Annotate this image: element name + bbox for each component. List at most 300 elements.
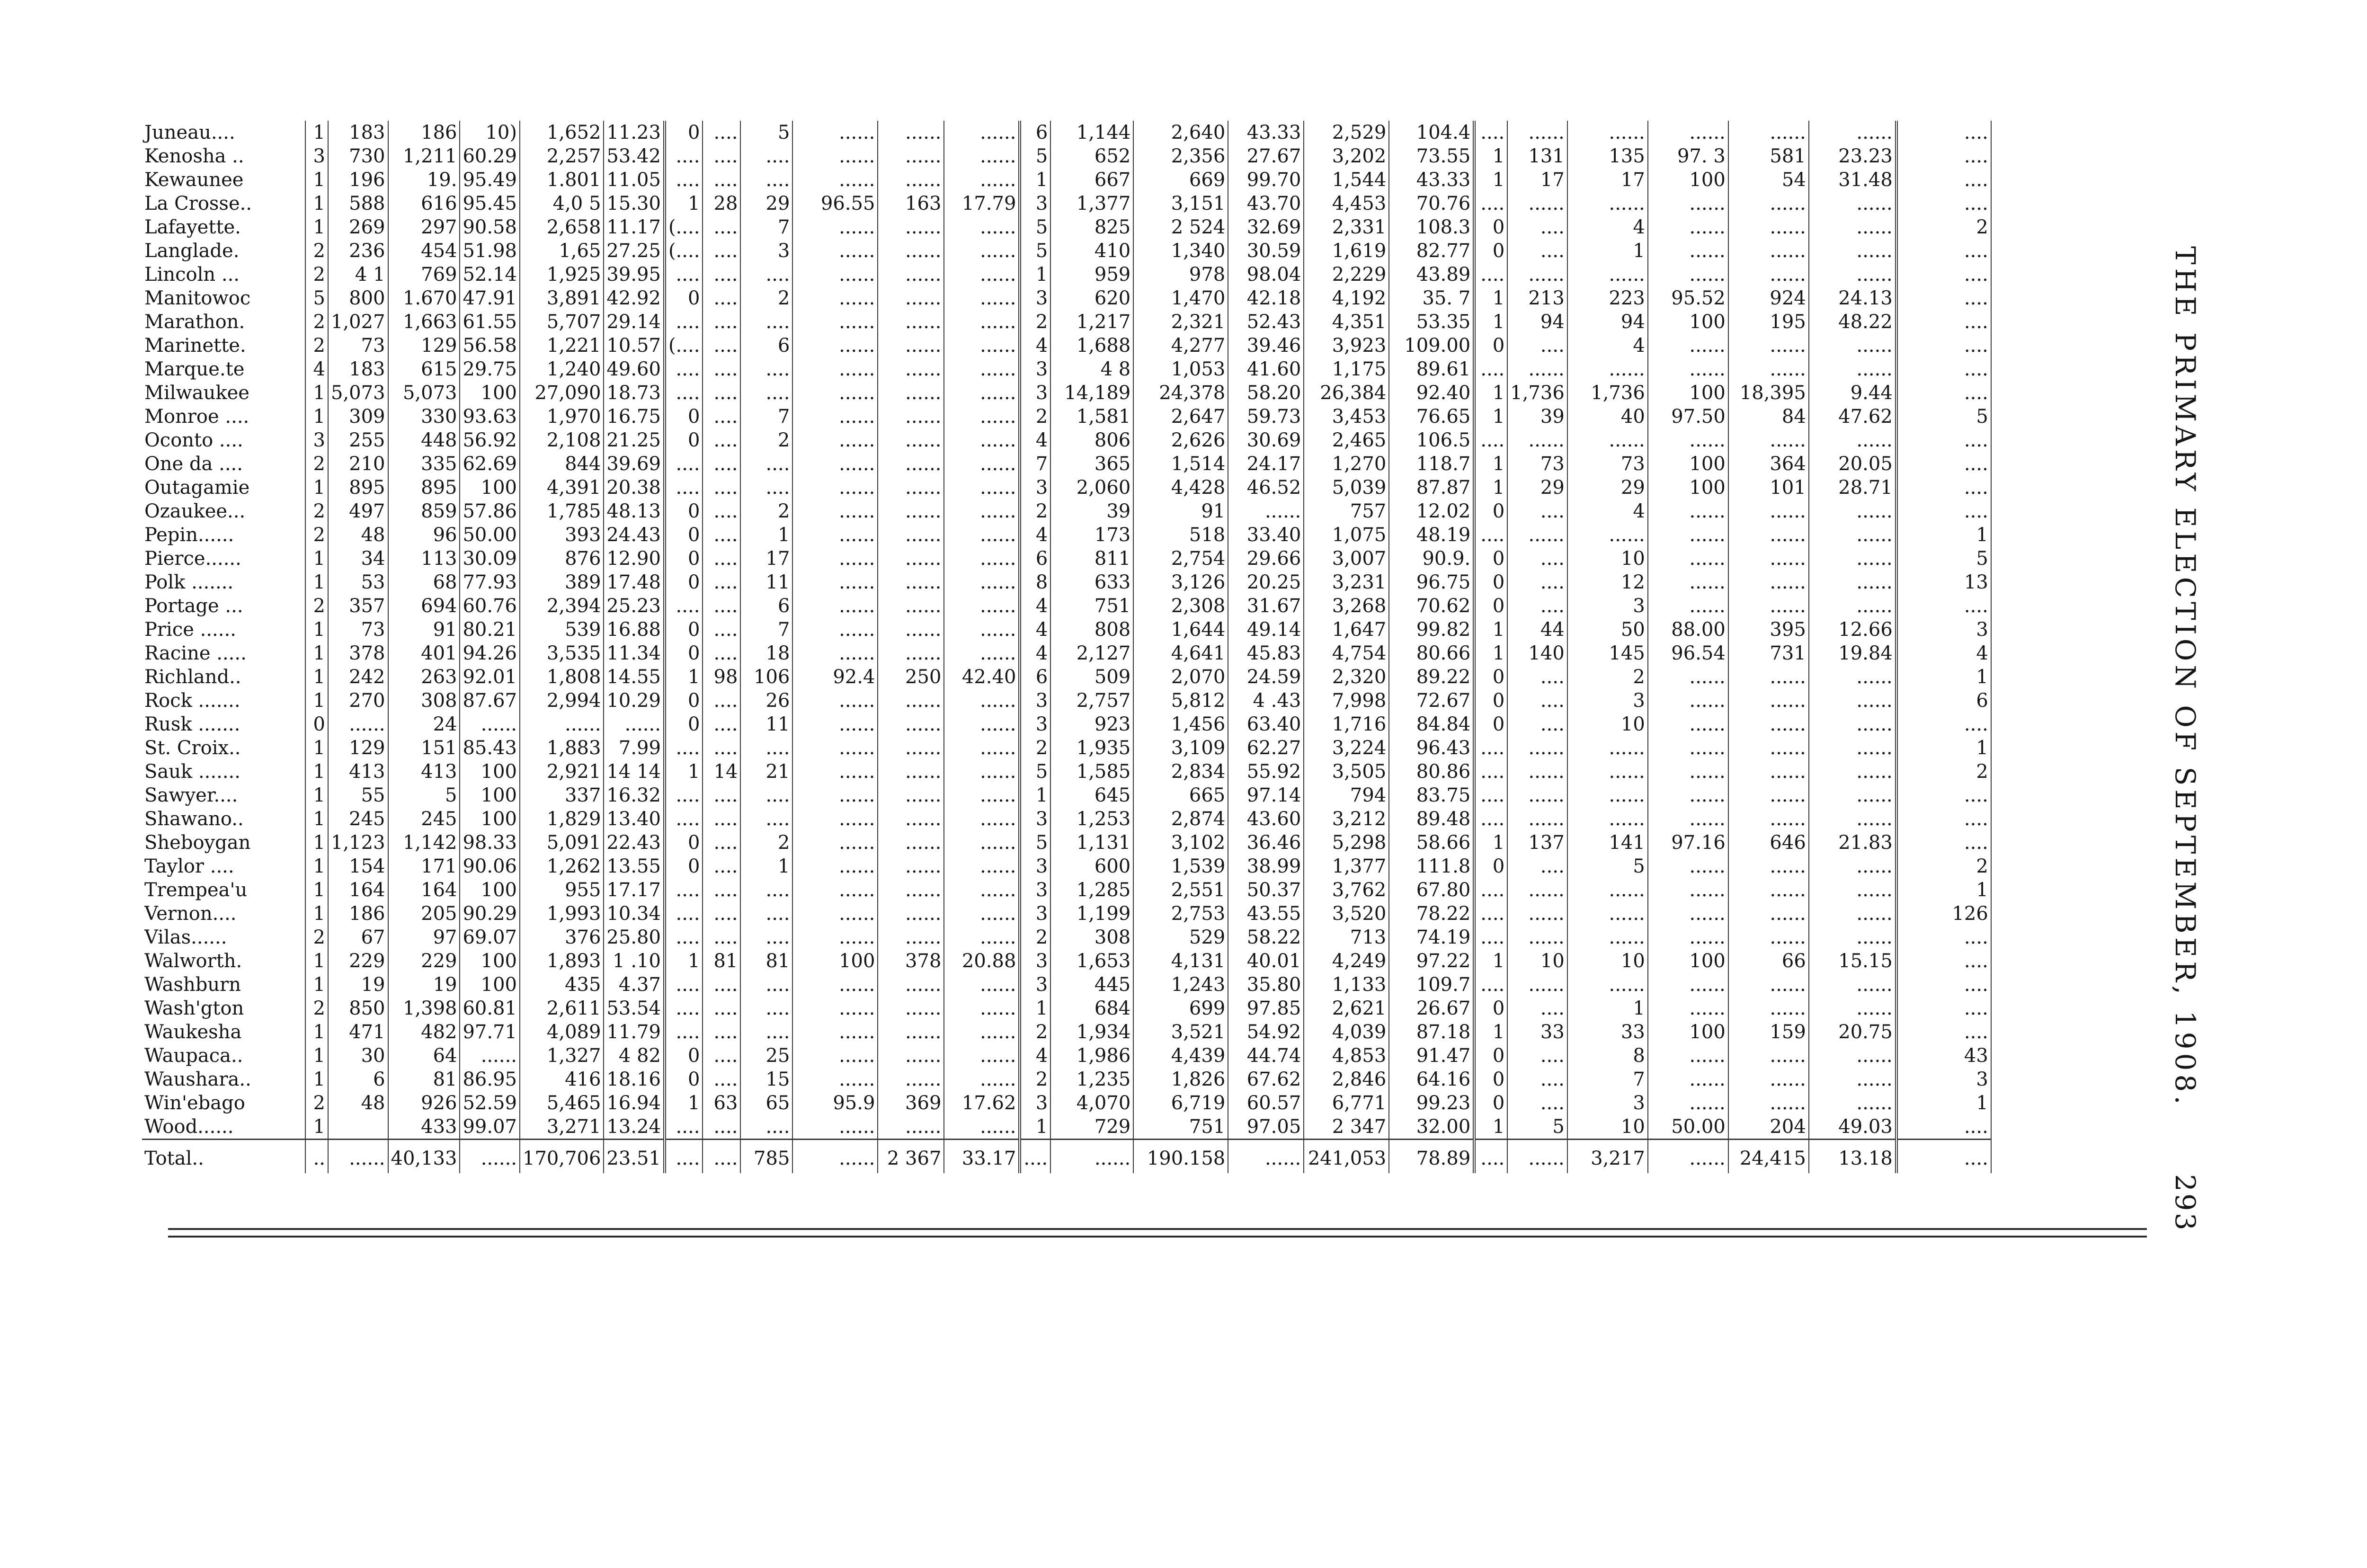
county-name-cell: Racine ..... [142,641,305,665]
value-cell: ...... [1648,973,1728,997]
value-cell: 2 [305,926,328,949]
value-cell: 393 [520,523,604,547]
value-cell: 18.16 [604,1068,665,1091]
value-cell: 3,923 [1304,334,1389,357]
running-title: THE PRIMARY ELECTION OF SEPTEMBER, 1908. [2169,246,2201,1108]
value-cell: 1,653 [1050,949,1133,973]
value-cell: 0 [1474,1044,1507,1068]
value-cell: 1 [1474,831,1507,855]
value-cell: 42.18 [1228,286,1304,310]
table-row [142,855,1991,878]
value-cell: 95.49 [460,168,520,192]
value-cell: .... [1896,713,1991,736]
value-cell: 90.06 [460,855,520,878]
value-cell: 43.89 [1389,263,1474,286]
value-cell: 1 [1474,310,1507,334]
value-cell: .... [703,547,740,570]
table-row [142,476,1991,499]
table-row [142,570,1991,594]
value-cell: .... [703,452,740,476]
value-cell: 196 [328,168,388,192]
value-cell: 195 [1728,310,1809,334]
value-cell: 229 [388,949,460,973]
value-cell: 2,647 [1133,405,1228,428]
value-cell: 3,231 [1304,570,1389,594]
value-cell: .... [665,878,703,902]
value-cell: 924 [1728,286,1809,310]
value-cell: .... [703,239,740,263]
value-cell: .... [703,476,740,499]
value-cell: 80.66 [1389,641,1474,665]
value-cell: .... [1896,381,1991,405]
value-cell: 616 [388,192,460,215]
value-cell: ...... [1507,523,1567,547]
value-cell: 2,994 [520,689,604,713]
value-cell: .... [1507,997,1567,1020]
value-cell: .... [1896,452,1991,476]
value-cell: 4,853 [1304,1044,1389,1068]
value-cell: 24,378 [1133,381,1228,405]
value-cell: 4 [1567,334,1648,357]
value-cell: 5,465 [520,1091,604,1115]
value-cell: ...... [944,902,1020,926]
value-cell: .... [740,452,792,476]
value-cell: 2,753 [1133,902,1228,926]
value-cell: .... [1896,476,1991,499]
table-row [142,831,1991,855]
value-cell: ...... [792,784,878,807]
value-cell: 269 [328,215,388,239]
value-cell: .... [703,831,740,855]
value-cell: 223 [1567,286,1648,310]
value-cell: 97.85 [1228,997,1304,1020]
value-cell: 1 [1896,1091,1991,1115]
value-cell: 1 [665,1091,703,1115]
value-cell: .... [1896,168,1991,192]
value-cell: 97. 3 [1648,144,1728,168]
value-cell: 100 [1648,476,1728,499]
value-cell: .... [740,1020,792,1044]
value-cell: ...... [944,381,1020,405]
table-row [142,760,1991,784]
county-name-cell: Milwaukee [142,381,305,405]
value-cell: ...... [878,334,944,357]
value-cell: 3 [1020,973,1050,997]
value-cell: 100 [460,949,520,973]
county-name-cell: Marinette. [142,334,305,357]
value-cell: 1,970 [520,405,604,428]
value-cell: 1 [305,192,328,215]
value-cell: ...... [878,263,944,286]
value-cell: 92.4 [792,665,878,689]
value-cell: ...... [878,997,944,1020]
value-cell: 4,351 [1304,310,1389,334]
value-cell: 665 [1133,784,1228,807]
value-cell: ...... [1648,760,1728,784]
value-cell: 1 [1474,1020,1507,1044]
value-cell: 1,647 [1304,618,1389,641]
value-cell: 11.17 [604,215,665,239]
value-cell: ...... [1507,428,1567,452]
value-cell: .... [703,736,740,760]
value-cell: 895 [328,476,388,499]
value-cell: 416 [520,1068,604,1091]
value-cell: ...... [792,121,878,144]
value-cell: 1,340 [1133,239,1228,263]
value-cell: ...... [878,878,944,902]
value-cell: ...... [1728,547,1809,570]
value-cell: ...... [792,713,878,736]
value-cell: 1 [1474,381,1507,405]
value-cell: 16.32 [604,784,665,807]
value-cell: .... [1507,570,1567,594]
value-cell: 2 347 [1304,1115,1389,1140]
value-cell: ...... [1507,121,1567,144]
value-cell: 10 [1567,949,1648,973]
value-cell: .... [1474,121,1507,144]
value-cell: 1 [1474,452,1507,476]
value-cell: ...... [1809,665,1896,689]
value-cell: ...... [944,784,1020,807]
value-cell: 1,217 [1050,310,1133,334]
value-cell: 30.09 [460,547,520,570]
value-cell: 2,108 [520,428,604,452]
value-cell: 7 [740,215,792,239]
value-cell: ...... [792,594,878,618]
value-cell: 1 [665,192,703,215]
value-cell: 21.25 [604,428,665,452]
value-cell: 33 [1507,1020,1567,1044]
value-cell: 2 [305,997,328,1020]
county-name-cell: Marque.te [142,357,305,381]
table-row [142,334,1991,357]
value-cell: 129 [388,334,460,357]
value-cell: 104.4 [1389,121,1474,144]
value-cell: .... [1896,310,1991,334]
table-row [142,997,1991,1020]
value-cell: 100 [792,949,878,973]
value-cell: 2,551 [1133,878,1228,902]
value-cell: ...... [1507,357,1567,381]
value-cell: .... [703,334,740,357]
value-cell: ...... [944,831,1020,855]
value-cell: 4 [305,357,328,381]
value-cell: .... [703,1068,740,1091]
table-row [142,286,1991,310]
value-cell: 2 [305,334,328,357]
county-name-cell: Sauk ....... [142,760,305,784]
value-cell: 2,229 [1304,263,1389,286]
value-cell: 5 [1020,215,1050,239]
value-cell: .... [1507,594,1567,618]
value-cell: 1 [305,1068,328,1091]
value-cell: ...... [1648,855,1728,878]
value-cell: ...... [792,570,878,594]
value-cell: ...... [944,499,1020,523]
value-cell: .... [1474,428,1507,452]
value-cell: .... [703,713,740,736]
value-cell: 7 [740,405,792,428]
value-cell: 29 [740,192,792,215]
value-cell: 44 [1507,618,1567,641]
county-name-cell: Wash'gton [142,997,305,1020]
value-cell: 2 [740,428,792,452]
value-cell: .... [703,1115,740,1140]
value-cell: ...... [792,286,878,310]
value-cell: .... [665,594,703,618]
value-cell: ...... [1728,239,1809,263]
value-cell: 100 [1648,1020,1728,1044]
value-cell: 2 [305,310,328,334]
value-cell: ...... [1728,334,1809,357]
value-cell: 10.29 [604,689,665,713]
value-cell: 4 .43 [1228,689,1304,713]
value-cell: ...... [878,689,944,713]
value-cell: ...... [878,428,944,452]
value-cell: 42.92 [604,286,665,310]
value-cell: ...... [878,926,944,949]
value-cell: .... [665,902,703,926]
value-cell: 445 [1050,973,1133,997]
value-cell: 18,395 [1728,381,1809,405]
value-cell: 669 [1133,168,1228,192]
value-cell: ...... [878,902,944,926]
value-cell: 8 [1020,570,1050,594]
value-cell: ...... [1728,784,1809,807]
value-cell: .... [703,641,740,665]
value-cell: 50.00 [1648,1115,1728,1140]
value-cell: 365 [1050,452,1133,476]
value-cell: ...... [460,713,520,736]
value-cell: 49.03 [1809,1115,1896,1140]
value-cell: 86.95 [460,1068,520,1091]
value-cell: 730 [328,144,388,168]
value-cell: 48.22 [1809,310,1896,334]
value-cell: 1 [305,476,328,499]
value-cell: 0 [665,428,703,452]
value-cell: 55 [328,784,388,807]
value-cell: .... [1507,665,1567,689]
value-cell: 18 [740,641,792,665]
value-cell: 39 [1507,405,1567,428]
value-cell: 48.13 [604,499,665,523]
value-cell: 20.05 [1809,452,1896,476]
value-cell: 204 [1728,1115,1809,1140]
value-cell: 48.19 [1389,523,1474,547]
value-cell: 12.02 [1389,499,1474,523]
value-cell: 78.22 [1389,902,1474,926]
value-cell: 14 [703,760,740,784]
value-cell: 73 [328,334,388,357]
county-name-cell: Ozaukee... [142,499,305,523]
value-cell: 5 [1507,1115,1567,1140]
value-cell: 5,039 [1304,476,1389,499]
value-cell: ...... [1809,1044,1896,1068]
value-cell: 141 [1567,831,1648,855]
value-cell: 357 [328,594,388,618]
value-cell: ...... [792,760,878,784]
value-cell: 43.55 [1228,902,1304,926]
value-cell: 1 [305,215,328,239]
value-cell: ...... [1648,215,1728,239]
value-cell: 4,754 [1304,641,1389,665]
value-cell: .... [1474,523,1507,547]
value-cell: ...... [1728,523,1809,547]
value-cell: 1 .10 [604,949,665,973]
value-cell: 0 [1474,665,1507,689]
value-cell: 539 [520,618,604,641]
value-cell: 96 [388,523,460,547]
value-cell: 2 [1020,499,1050,523]
value-cell: 4 [1896,641,1991,665]
value-cell: ...... [792,168,878,192]
value-cell: 1 [665,665,703,689]
value-cell: 241,053 [1304,1140,1389,1174]
value-cell: .... [1474,784,1507,807]
value-cell: ...... [792,452,878,476]
value-cell: 90.29 [460,902,520,926]
value-cell: 4 1 [328,263,388,286]
value-cell: 1,585 [1050,760,1133,784]
value-cell: 87.18 [1389,1020,1474,1044]
value-cell: 1 [305,168,328,192]
county-name-cell: Marathon. [142,310,305,334]
table-row [142,949,1991,973]
value-cell: 2 [1896,760,1991,784]
value-cell: 2,308 [1133,594,1228,618]
county-name-cell: Outagamie [142,476,305,499]
value-cell: ...... [792,641,878,665]
table-row [142,736,1991,760]
value-cell: 236 [328,239,388,263]
value-cell: .... [665,997,703,1020]
value-cell: ...... [1648,1140,1728,1174]
value-cell: 5,073 [388,381,460,405]
value-cell: ...... [1507,192,1567,215]
value-cell: .... [740,878,792,902]
value-cell: ...... [944,926,1020,949]
county-name-cell: Kewaunee [142,168,305,192]
value-cell: .... [740,263,792,286]
value-cell: 67.80 [1389,878,1474,902]
value-cell: ...... [1648,1068,1728,1091]
value-cell: 859 [388,499,460,523]
value-cell: 270 [328,689,388,713]
value-cell: 337 [520,784,604,807]
value-cell: 6 [1020,547,1050,570]
value-cell: 1,925 [520,263,604,286]
bottom-rule-lower [168,1236,2147,1238]
value-cell: 4 [1020,523,1050,547]
county-name-cell: Rock ....... [142,689,305,713]
value-cell: ...... [792,878,878,902]
value-cell: ...... [1648,736,1728,760]
value-cell: .... [1507,499,1567,523]
value-cell: 97.14 [1228,784,1304,807]
value-cell: ...... [944,973,1020,997]
value-cell: 164 [388,878,460,902]
value-cell: ...... [1567,263,1648,286]
value-cell: ...... [1648,334,1728,357]
value-cell: ...... [1648,926,1728,949]
value-cell: ...... [944,286,1020,310]
value-cell: 4,249 [1304,949,1389,973]
value-cell: ...... [944,618,1020,641]
value-cell: 52.59 [460,1091,520,1115]
value-cell: 7 [1020,452,1050,476]
value-cell: 4 [1567,215,1648,239]
value-cell: ...... [792,855,878,878]
value-cell: ...... [1809,523,1896,547]
value-cell: 3 [1020,357,1050,381]
value-cell: 1 [1020,168,1050,192]
value-cell: 97.22 [1389,949,1474,973]
value-cell: 1,993 [520,902,604,926]
value-cell: ...... [944,405,1020,428]
value-cell: 0 [1474,855,1507,878]
value-cell: 6 [1896,689,1991,713]
value-cell: 1 [1474,405,1507,428]
value-cell: 25 [740,1044,792,1068]
value-cell: 15.30 [604,192,665,215]
value-cell: .... [703,618,740,641]
table-row [142,1115,1991,1140]
value-cell: 1,829 [520,807,604,831]
value-cell: 7 [740,618,792,641]
value-cell: ...... [1567,357,1648,381]
value-cell: 17 [740,547,792,570]
value-cell: 44.74 [1228,1044,1304,1068]
county-name-cell: Win'ebago [142,1091,305,1115]
value-cell: 0 [1474,499,1507,523]
value-cell: .... [703,310,740,334]
value-cell: ...... [1728,665,1809,689]
value-cell: .... [1474,878,1507,902]
value-cell: 245 [388,807,460,831]
value-cell: 1,619 [1304,239,1389,263]
value-cell: 87.87 [1389,476,1474,499]
value-cell: .. [305,1140,328,1174]
value-cell: ...... [878,239,944,263]
value-cell: .... [1896,239,1991,263]
value-cell: ...... [1648,523,1728,547]
value-cell: 2,757 [1050,689,1133,713]
value-cell: 50.00 [460,523,520,547]
value-cell: .... [1474,973,1507,997]
value-cell: 39.46 [1228,334,1304,357]
value-cell: 34 [328,547,388,570]
table-row [142,594,1991,618]
value-cell: 94 [1567,310,1648,334]
value-cell: 10 [1567,547,1648,570]
value-cell: ...... [878,713,944,736]
value-cell: .... [1474,926,1507,949]
county-name-cell: Monroe .... [142,405,305,428]
value-cell: 97.05 [1228,1115,1304,1140]
value-cell: ...... [1648,594,1728,618]
value-cell: 309 [328,405,388,428]
value-cell: 4,641 [1133,641,1228,665]
value-cell: 100 [460,807,520,831]
value-cell: 39 [1050,499,1133,523]
value-cell: ...... [1507,784,1567,807]
value-cell: 94.26 [460,641,520,665]
value-cell: 13.18 [1809,1140,1896,1174]
value-cell: 97 [388,926,460,949]
value-cell: ...... [1648,665,1728,689]
value-cell: 652 [1050,144,1133,168]
value-cell: 28 [703,192,740,215]
